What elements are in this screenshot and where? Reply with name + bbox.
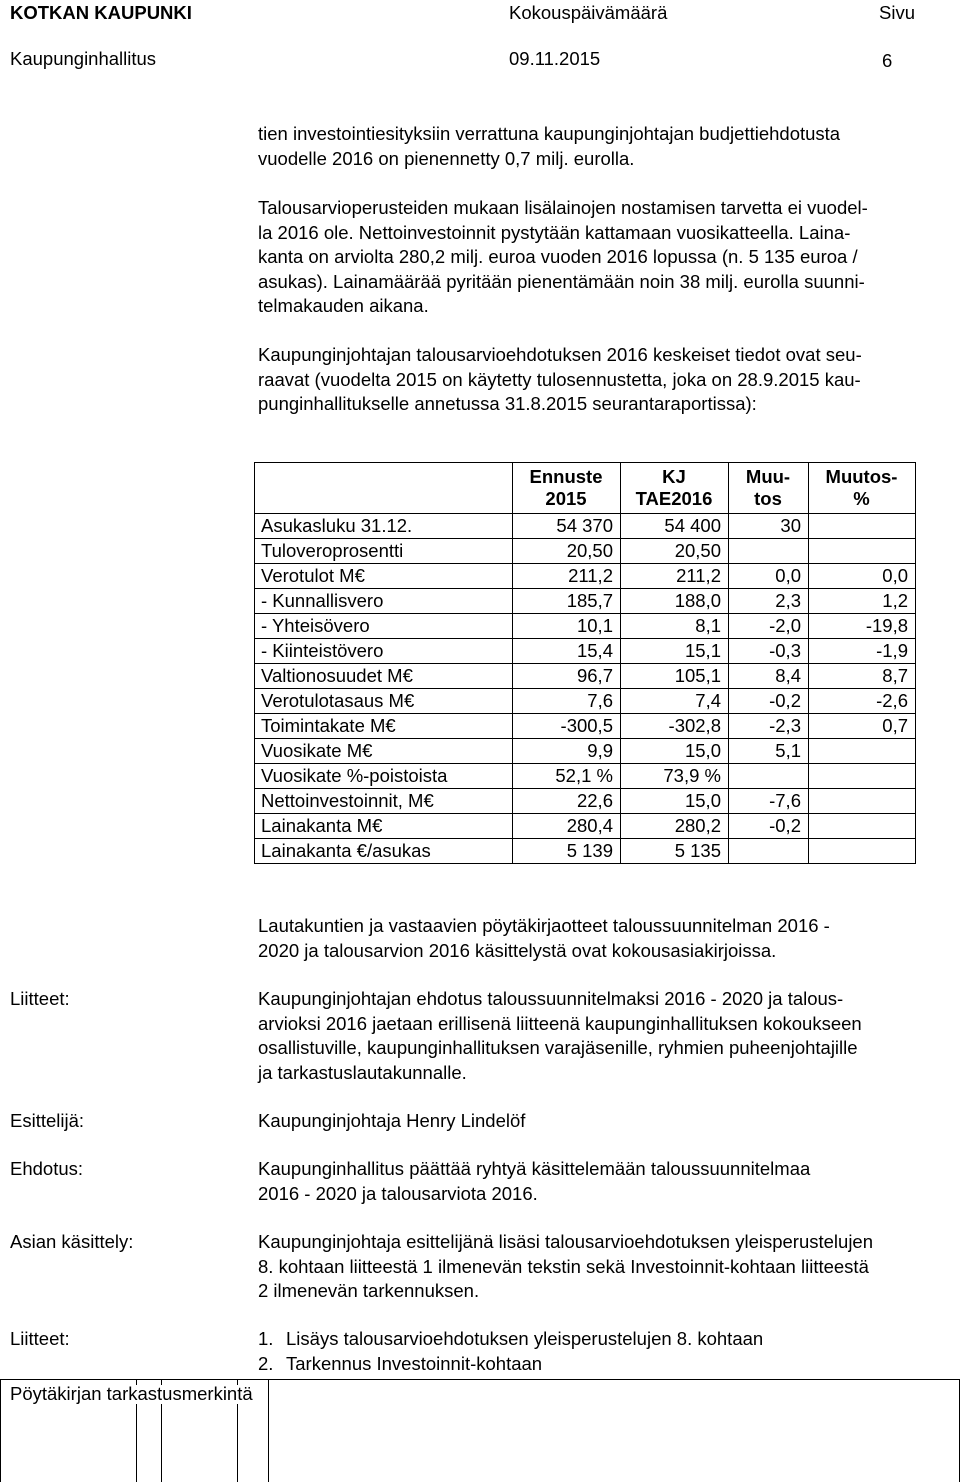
table-row: [255, 764, 916, 789]
value-cell: [809, 514, 916, 539]
value-cell: -19,8: [809, 614, 916, 639]
text-line: Kaupunginjohtaja Henry Lindelöf: [258, 1110, 526, 1131]
value-cell: [809, 789, 916, 814]
value-cell: 0,7: [809, 714, 916, 739]
row-label: Toimintakate M€: [255, 714, 513, 739]
attachment-list: [258, 1327, 958, 1376]
value-cell: [809, 764, 916, 789]
meeting-date: 09.11.2015: [509, 48, 601, 69]
text-line: 2020 ja talousarvion 2016 käsittelystä ovat kokousasiakirjoissa.: [258, 939, 777, 961]
footer-divider: [268, 1379, 269, 1482]
text-line: 8. kohtaan liitteestä 1 ilmenevän tekstin sekä Investoinnit-kohtaan liitteestä: [258, 1255, 869, 1277]
value-cell: 10,1: [513, 614, 621, 639]
header-muutos-pct: Muutos- %: [809, 463, 916, 514]
text-line: raavat (vuodelta 2015 on käytetty tulosennustetta, joka on 28.9.2015 kau-: [258, 368, 861, 390]
section-label-liitteet-2: Liitteet:: [10, 1328, 70, 1349]
value-cell: 1,2: [809, 589, 916, 614]
section-label-esittelija: Esittelijä:: [10, 1110, 85, 1131]
value-cell: 185,7: [513, 589, 621, 614]
row-label: Lainakanta M€: [255, 814, 513, 839]
text-line: tien investointiesityksiin verrattuna kaupunginjohtajan budjettiehdotusta: [258, 123, 841, 144]
text-line: Kaupunginjohtaja esittelijänä lisäsi talousarvioehdotuksen yleisperustelujen: [258, 1231, 874, 1252]
paragraph-1: [258, 122, 958, 171]
value-cell: 5,1: [729, 739, 809, 764]
text-line: kanta on arviolta 280,2 milj. euroa vuoden 2016 lopussa (n. 5 135 euroa /: [258, 246, 858, 267]
list-item: 2. Tarkennus Investoinnit-kohtaan: [258, 1352, 543, 1374]
value-cell: -302,8: [621, 714, 729, 739]
value-cell: 7,4: [621, 689, 729, 714]
table-row: [255, 664, 916, 689]
list-item: 1. Lisäys talousarvioehdotuksen yleisperustelujen 8. kohtaan: [258, 1328, 764, 1349]
value-cell: [729, 764, 809, 789]
text-line: ja tarkastuslautakunnalle.: [258, 1061, 467, 1083]
header-cell: [255, 463, 513, 514]
value-cell: -2,0: [729, 614, 809, 639]
text-line: Talousarvioperusteiden mukaan lisälainojen nostamisen tarvetta ei vuodel-: [258, 197, 868, 218]
section-kasittely-text: [258, 1230, 958, 1304]
value-cell: [809, 539, 916, 564]
value-cell: [729, 539, 809, 564]
table-header-row: [255, 463, 916, 514]
text-line: asukas). Lainamäärää pyritään pienentämään noin 38 milj. eurolla suunni-: [258, 270, 865, 292]
paragraph-4: [258, 914, 958, 963]
value-cell: 2,3: [729, 589, 809, 614]
table-row: [255, 589, 916, 614]
value-cell: [809, 839, 916, 864]
text-line: telmakauden aikana.: [258, 295, 429, 316]
value-cell: [729, 839, 809, 864]
text-line: la 2016 ole. Nettoinvestoinnit pystytään kattamaan vuosikatteella. Laina-: [258, 221, 851, 243]
value-cell: 15,1: [621, 639, 729, 664]
text-line: vuodelle 2016 on pienennetty 0,7 milj. eurolla.: [258, 147, 635, 169]
row-label: - Kunnallisvero: [255, 589, 513, 614]
org-name: KOTKAN KAUPUNKI: [10, 2, 192, 23]
header-kj: KJ TAE2016: [621, 463, 729, 514]
value-cell: 15,0: [621, 739, 729, 764]
row-label: Tuloveroprosentti: [255, 539, 513, 564]
value-cell: 7,6: [513, 689, 621, 714]
section-label-kasittely: Asian käsittely:: [10, 1231, 134, 1252]
value-cell: 96,7: [513, 664, 621, 689]
row-label: Valtionosuudet M€: [255, 664, 513, 689]
paragraph-3: [258, 343, 958, 417]
text-line: Kaupunginhallitus päättää ryhtyä käsittelemään taloussuunnitelmaa: [258, 1158, 811, 1179]
date-label: Kokouspäivämäärä: [509, 2, 668, 23]
value-cell: 20,50: [513, 539, 621, 564]
value-cell: 54 400: [621, 514, 729, 539]
value-cell: 30: [729, 514, 809, 539]
value-cell: -2,3: [729, 714, 809, 739]
value-cell: 8,7: [809, 664, 916, 689]
table-row: [255, 689, 916, 714]
table-row: [255, 614, 916, 639]
value-cell: 15,4: [513, 639, 621, 664]
table-row: [255, 739, 916, 764]
table-row: [255, 714, 916, 739]
row-label: - Kiinteistövero: [255, 639, 513, 664]
value-cell: 280,2: [621, 814, 729, 839]
value-cell: 5 139: [513, 839, 621, 864]
value-cell: 8,4: [729, 664, 809, 689]
value-cell: 15,0: [621, 789, 729, 814]
paragraph-2: [258, 196, 958, 319]
value-cell: 54 370: [513, 514, 621, 539]
value-cell: 73,9 %: [621, 764, 729, 789]
value-cell: [809, 739, 916, 764]
body-name: Kaupunginhallitus: [10, 48, 157, 69]
value-cell: -7,6: [729, 789, 809, 814]
value-cell: [809, 814, 916, 839]
table-row: [255, 514, 916, 539]
text-line: Kaupunginjohtajan talousarvioehdotuksen 2016 keskeiset tiedot ovat seu-: [258, 344, 862, 365]
value-cell: -1,9: [809, 639, 916, 664]
section-label-ehdotus: Ehdotus:: [10, 1158, 84, 1179]
section-label-liitteet: Liitteet:: [10, 988, 70, 1009]
value-cell: -2,6: [809, 689, 916, 714]
value-cell: 52,1 %: [513, 764, 621, 789]
row-label: Vuosikate M€: [255, 739, 513, 764]
section-ehdotus-text: [258, 1157, 958, 1206]
row-label: Vuosikate %-poistoista: [255, 764, 513, 789]
value-cell: 5 135: [621, 839, 729, 864]
value-cell: -300,5: [513, 714, 621, 739]
value-cell: 0,0: [729, 564, 809, 589]
text-line: osallistuville, kaupunginhallituksen varajäsenille, ryhmien puheenjohtajille: [258, 1037, 858, 1058]
value-cell: -0,2: [729, 814, 809, 839]
value-cell: 211,2: [621, 564, 729, 589]
page-number: 6: [882, 50, 893, 71]
table-row: [255, 539, 916, 564]
row-label: - Yhteisövero: [255, 614, 513, 639]
table-row: [255, 639, 916, 664]
table-row: [255, 564, 916, 589]
value-cell: 20,50: [621, 539, 729, 564]
footer-label: Pöytäkirjan tarkastusmerkintä: [10, 1383, 253, 1404]
value-cell: 0,0: [809, 564, 916, 589]
section-esittelija-text: [258, 1109, 958, 1134]
value-cell: 22,6: [513, 789, 621, 814]
row-label: Lainakanta €/asukas: [255, 839, 513, 864]
budget-table: [254, 462, 916, 864]
value-cell: -0,3: [729, 639, 809, 664]
value-cell: -0,2: [729, 689, 809, 714]
table-row: [255, 789, 916, 814]
section-liitteet-text: [258, 987, 958, 1085]
header-ennuste: Ennuste 2015: [513, 463, 621, 514]
value-cell: 105,1: [621, 664, 729, 689]
page-label: Sivu: [879, 2, 915, 23]
text-line: arvioksi 2016 jaetaan erillisenä liitteenä kaupunginhallituksen kokoukseen: [258, 1012, 862, 1034]
text-line: Kaupunginjohtajan ehdotus taloussuunnitelmaksi 2016 - 2020 ja talous-: [258, 988, 844, 1009]
row-label: Verotulot M€: [255, 564, 513, 589]
header-muutos: Muu- tos: [729, 463, 809, 514]
row-label: Verotulotasaus M€: [255, 689, 513, 714]
value-cell: 211,2: [513, 564, 621, 589]
value-cell: 188,0: [621, 589, 729, 614]
text-line: 2 ilmenevän tarkennuksen.: [258, 1280, 480, 1301]
table-row: [255, 839, 916, 864]
row-label: Asukasluku 31.12.: [255, 514, 513, 539]
text-line: 2016 - 2020 ja talousarviota 2016.: [258, 1182, 538, 1204]
value-cell: 9,9: [513, 739, 621, 764]
row-label: Nettoinvestoinnit, M€: [255, 789, 513, 814]
text-line: Lautakuntien ja vastaavien pöytäkirjaotteet taloussuunnitelman 2016 -: [258, 915, 830, 936]
value-cell: 8,1: [621, 614, 729, 639]
text-line: punginhallitukselle annetussa 31.8.2015 seurantaraportissa):: [258, 393, 757, 414]
table-row: [255, 814, 916, 839]
value-cell: 280,4: [513, 814, 621, 839]
